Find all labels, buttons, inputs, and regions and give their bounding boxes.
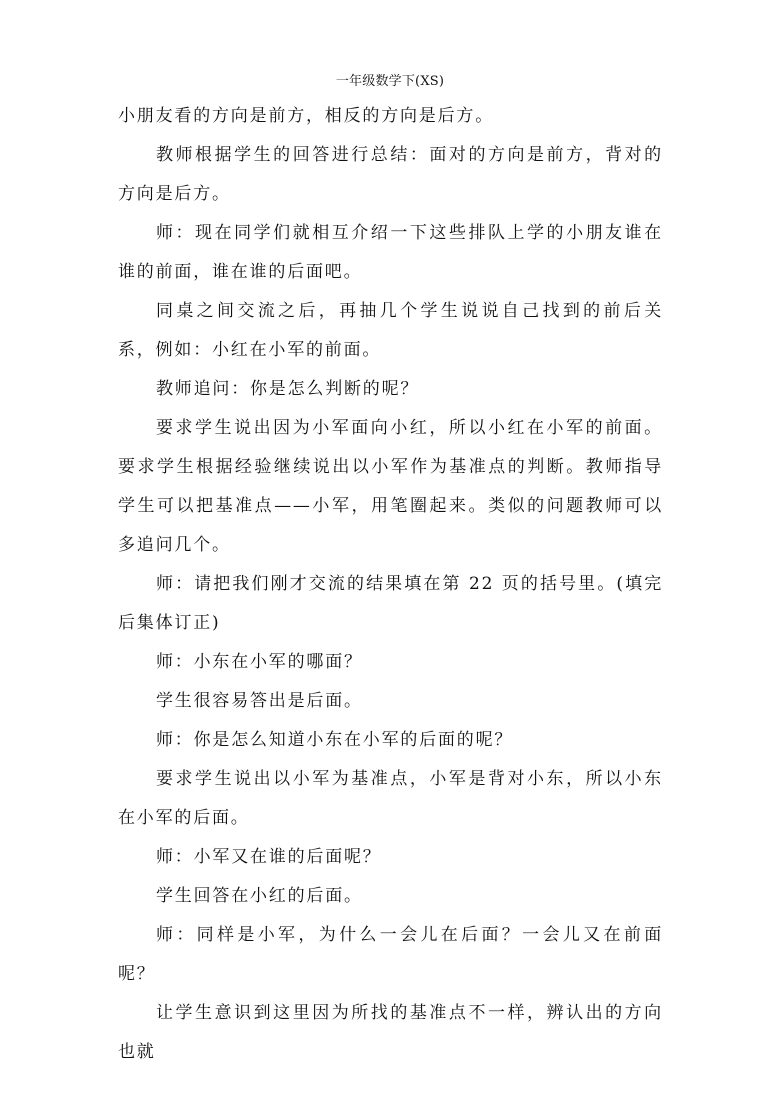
paragraph: 师：你是怎么知道小东在小军的后面的呢？ — [156, 730, 514, 750]
paragraph: 学生很容易答出是后面。 — [156, 691, 363, 711]
page-header: 一年级数学下(XS) — [335, 74, 445, 89]
paragraph: 让学生意识到这里因为所找的基准点不一样，辨认出的方向也就 — [118, 1003, 663, 1062]
paragraph: 师：请把我们刚才交流的结果填在第 22 页的括号里。(填完后集体订正) — [118, 574, 663, 633]
paragraph: 学生回答在小红的后面。 — [156, 886, 363, 906]
paragraph: 师：现在同学们就相互介绍一下这些排队上学的小朋友谁在谁的前面，谁在谁的后面吧。 — [118, 223, 663, 282]
paragraph: 师：小东在小军的哪面？ — [156, 652, 363, 672]
paragraph: 要求学生说出因为小军面向小红，所以小红在小军的前面。要求学生根据经验继续说出以小军作为基准点的判断。教师指导学生可以把基准点——小军，用笔圈起来。类似的问题教师可以多追问几个。 — [118, 418, 663, 555]
paragraph: 要求学生说出以小军为基准点，小军是背对小东，所以小东在小军的后面。 — [118, 769, 663, 828]
document-body — [118, 97, 663, 1072]
paragraph: 小朋友看的方向是前方，相反的方向是后方。 — [118, 106, 494, 126]
paragraph: 师：同样是小军，为什么一会儿在后面？一会儿又在前面呢？ — [118, 925, 663, 984]
paragraph: 教师根据学生的回答进行总结：面对的方向是前方，背对的方向是后方。 — [118, 145, 663, 204]
paragraph: 同桌之间交流之后，再抽几个学生说说自己找到的前后关系，例如：小红在小军的前面。 — [118, 301, 663, 360]
paragraph: 师：小军又在谁的后面呢？ — [156, 847, 382, 867]
paragraph: 教师追问：你是怎么判断的呢？ — [156, 379, 420, 399]
